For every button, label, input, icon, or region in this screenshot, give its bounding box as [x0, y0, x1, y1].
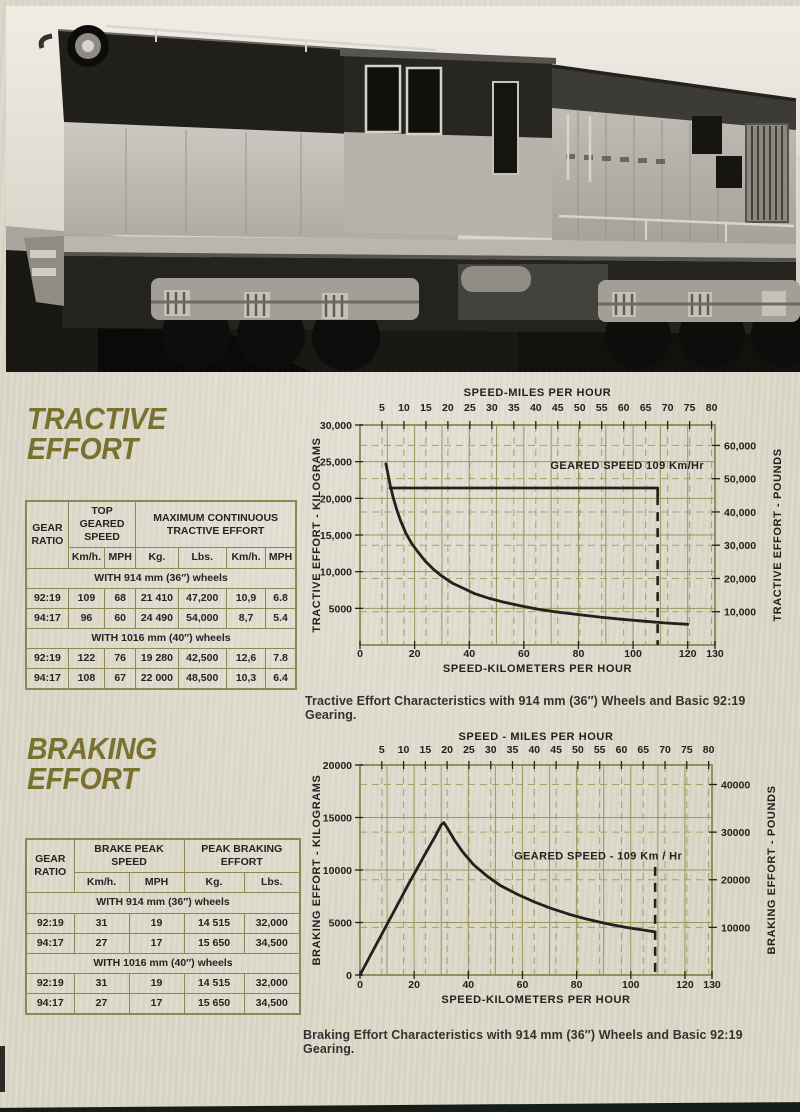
- mph-tick-label: 60: [615, 744, 628, 756]
- mph-tick-label: 60: [617, 402, 630, 414]
- table-cell: WITH 1016 mm (40″) wheels: [26, 628, 296, 648]
- table-cell: MPH: [105, 548, 136, 568]
- table-cell: 5.4: [266, 608, 296, 628]
- x-axis-title: SPEED-KILOMETERS PER HOUR: [442, 663, 633, 675]
- geared-speed-annotation: GEARED SPEED 109 Km/Hr: [550, 460, 705, 472]
- table-cell: 32,000: [244, 913, 300, 933]
- kg-tick-label: 25,000: [319, 456, 352, 469]
- heading-line: EFFORT: [27, 761, 138, 797]
- table-cell: 31: [74, 973, 129, 993]
- km-tick-label: 80: [570, 979, 583, 991]
- table-cell: Km/h.: [68, 548, 104, 568]
- km-tick-label: 40: [463, 648, 476, 660]
- table-row: [26, 913, 300, 933]
- table-cell: 96: [68, 608, 104, 628]
- table-row: [26, 649, 296, 669]
- mph-tick-label: 5: [378, 744, 385, 756]
- lb-tick-label: 10,000: [724, 606, 757, 619]
- top-axis-title: SPEED - MILES PER HOUR: [458, 731, 614, 743]
- table-cell: 22 000: [136, 669, 178, 690]
- locomotive-photo: [6, 6, 800, 372]
- lb-tick-label: 20,000: [724, 573, 757, 586]
- table-row: [26, 933, 300, 953]
- km-tick-label: 0: [357, 979, 363, 991]
- mph-tick-label: 45: [550, 744, 562, 756]
- heading-line: BRAKING: [27, 731, 157, 766]
- locomotive-illustration: [6, 6, 800, 372]
- air-reservoir: [461, 266, 531, 292]
- lb-tick-label: 40000: [721, 779, 751, 792]
- mph-tick-label: 35: [507, 402, 520, 414]
- table-cell: 67: [105, 669, 136, 690]
- next-page-edge: [0, 1101, 800, 1112]
- kg-tick-label: 15000: [322, 812, 352, 825]
- table-cell: MAXIMUM CONTINUOUS TRACTIVE EFFORT: [136, 501, 296, 548]
- table-band-row: [26, 953, 300, 973]
- table-cell: 17: [129, 994, 184, 1015]
- table-cell: 8,7: [226, 608, 265, 628]
- kg-tick-label: 20,000: [319, 493, 352, 506]
- table-cell: 32,000: [244, 973, 300, 993]
- table-row: [26, 669, 296, 690]
- table-cell: Km/h.: [226, 548, 265, 568]
- table-cell: 34,500: [244, 933, 300, 953]
- table-cell: 42,500: [178, 649, 226, 669]
- table-cell: 19 280: [136, 649, 178, 669]
- table-row: [26, 608, 296, 628]
- mph-tick-label: 10: [398, 402, 410, 414]
- km-tick-label: 20: [408, 648, 421, 660]
- cab-window: [407, 68, 441, 134]
- mph-tick-label: 65: [639, 402, 652, 414]
- table-cell: 24 490: [136, 608, 178, 628]
- table-cell: 6.8: [266, 588, 296, 608]
- lb-tick-label: 50,000: [724, 473, 757, 486]
- left-axis-title: TRACTIVE EFFORT - KILOGRAMS: [311, 437, 323, 633]
- lb-tick-label: 30,000: [724, 540, 757, 553]
- left-axis-title: BRAKING EFFORT - KILOGRAMS: [311, 774, 323, 966]
- table-cell: 10,9: [226, 588, 265, 608]
- geared-speed-annotation: GEARED SPEED - 109 Km / Hr: [514, 850, 683, 863]
- x-axis-title: SPEED-KILOMETERS PER HOUR: [441, 994, 631, 1006]
- table-cell: Km/h.: [74, 873, 129, 893]
- table-cell: BRAKE PEAK SPEED: [74, 839, 184, 873]
- table-cell: 109: [68, 588, 104, 608]
- right-axis-title: TRACTIVE EFFORT - POUNDS: [772, 448, 784, 622]
- kg-tick-label: 20000: [322, 760, 352, 772]
- table-cell: 6.4: [266, 669, 296, 690]
- mph-tick-label: 25: [464, 402, 476, 414]
- table-cell: GEAR RATIO: [26, 839, 74, 893]
- mph-tick-label: 20: [441, 744, 453, 756]
- table-cell: 94:17: [26, 669, 68, 690]
- tractive-chart-caption: Tractive Effort Characteristics with 914 mm (36″) Wheels and Basic 92:19 Gearing.: [305, 693, 746, 722]
- mph-tick-label: 50: [572, 744, 584, 756]
- mph-tick-label: 50: [573, 402, 586, 414]
- braking-chart-caption: Braking Effort Characteristics with 914 mm (36″) Wheels and Basic 92:19 Gearing.: [303, 1027, 743, 1056]
- table-cell: 92:19: [26, 588, 68, 608]
- km-tick-label: 130: [706, 648, 724, 660]
- top-axis-title: SPEED-MILES PER HOUR: [463, 387, 612, 399]
- km-tick-label: 120: [678, 648, 697, 660]
- kg-tick-label: 5000: [328, 917, 352, 930]
- table-cell: 94:17: [26, 994, 74, 1015]
- table-cell: 94:17: [26, 933, 74, 953]
- mph-tick-label: 45: [551, 402, 564, 414]
- kg-tick-label: 10000: [322, 865, 352, 877]
- km-tick-label: 100: [624, 648, 642, 660]
- mph-tick-label: 65: [637, 744, 650, 756]
- table-cell: 19: [129, 973, 184, 993]
- mph-tick-label: 5: [379, 402, 385, 414]
- table-cell: 92:19: [26, 973, 74, 993]
- table-header-row: [26, 501, 296, 548]
- mph-tick-label: 35: [506, 744, 519, 756]
- step-tread: [30, 250, 56, 258]
- table-cell: 76: [105, 649, 136, 669]
- table-cell: 92:19: [26, 913, 74, 933]
- table-cell: 27: [74, 933, 129, 953]
- table-cell: 17: [129, 933, 184, 953]
- hood-vent: [716, 156, 742, 188]
- km-tick-label: 100: [622, 979, 640, 991]
- mph-tick-label: 70: [661, 402, 674, 414]
- mph-tick-label: 55: [595, 402, 608, 414]
- lb-tick-label: 10000: [721, 922, 751, 935]
- table-cell: 34,500: [244, 994, 300, 1015]
- table-cell: MPH: [129, 873, 184, 893]
- km-tick-label: 120: [676, 979, 694, 991]
- table-cell: 122: [68, 649, 104, 669]
- table-band-row: [26, 568, 296, 588]
- radiator-grille: [746, 124, 788, 222]
- table-cell: TOP GEARED SPEED: [68, 501, 135, 548]
- mph-tick-label: 15: [420, 402, 432, 414]
- lb-tick-label: 40,000: [724, 506, 757, 519]
- heading-line: EFFORT: [27, 431, 138, 467]
- table-cell: 31: [74, 913, 129, 933]
- step-tread: [32, 268, 56, 276]
- mph-tick-label: 10: [397, 744, 410, 756]
- lb-tick-label: 20000: [721, 874, 751, 887]
- lb-tick-label: 30000: [721, 827, 751, 840]
- mph-tick-label: 30: [484, 744, 497, 756]
- table-cell: 94:17: [26, 608, 68, 628]
- table-header-row: [26, 839, 300, 873]
- table-cell: 60: [105, 608, 136, 628]
- km-tick-label: 80: [572, 648, 585, 660]
- mph-tick-label: 55: [593, 744, 606, 756]
- table-cell: 15 650: [184, 933, 244, 953]
- right-axis-title: BRAKING EFFORT - POUNDS: [766, 785, 778, 955]
- table-cell: 27: [74, 994, 129, 1015]
- mph-tick-label: 20: [442, 402, 454, 414]
- lb-tick-label: 60,000: [724, 440, 757, 453]
- table-row: [26, 588, 296, 608]
- table-cell: 14 515: [184, 973, 244, 993]
- rear-bogie: [598, 280, 800, 369]
- table-cell: 21 410: [136, 588, 178, 608]
- mph-tick-label: 80: [705, 402, 718, 414]
- braking-effort-table: [25, 838, 301, 1015]
- table-band-row: [26, 628, 296, 648]
- km-tick-label: 0: [357, 648, 363, 660]
- table-cell: MPH: [266, 548, 296, 568]
- km-tick-label: 60: [518, 648, 530, 660]
- table-cell: 12,6: [226, 649, 265, 669]
- tractive-effort-chart: [300, 380, 800, 692]
- table-row: [26, 973, 300, 993]
- cab-door-window: [493, 82, 518, 174]
- hood-vent: [692, 116, 722, 154]
- table-cell: Lbs.: [178, 548, 226, 568]
- mph-tick-label: 75: [680, 744, 693, 756]
- table-cell: 7.8: [266, 649, 296, 669]
- table-cell: WITH 914 mm (36″) wheels: [26, 893, 300, 913]
- page-edge-notch: [0, 1046, 5, 1092]
- table-cell: 19: [129, 913, 184, 933]
- braking-effort-heading: [27, 731, 157, 797]
- mph-tick-label: 70: [659, 744, 671, 756]
- table-cell: Kg.: [136, 548, 178, 568]
- table-cell: 54,000: [178, 608, 226, 628]
- table-cell: WITH 914 mm (36″) wheels: [26, 568, 296, 588]
- table-cell: 47,200: [178, 588, 226, 608]
- km-tick-label: 40: [462, 979, 475, 991]
- table-cell: WITH 1016 mm (40″) wheels: [26, 953, 300, 973]
- table-cell: PEAK BRAKING EFFORT: [184, 839, 300, 873]
- heading-line: TRACTIVE: [27, 401, 166, 436]
- table-cell: Lbs.: [244, 873, 300, 893]
- table-cell: 15 650: [184, 994, 244, 1015]
- table-band-row: [26, 893, 300, 913]
- braking-effort-curve: [360, 823, 655, 975]
- table-cell: 108: [68, 669, 104, 690]
- table-cell: GEAR RATIO: [26, 501, 68, 568]
- mph-tick-label: 25: [463, 744, 475, 756]
- kg-tick-label: 30,000: [319, 420, 352, 432]
- mph-tick-label: 80: [702, 744, 715, 756]
- tractive-effort-table: [25, 500, 297, 690]
- table-cell: 14 515: [184, 913, 244, 933]
- table-cell: 92:19: [26, 649, 68, 669]
- table-cell: 10,3: [226, 669, 265, 690]
- kg-tick-label: 0: [346, 970, 352, 982]
- kg-tick-label: 10,000: [319, 566, 352, 579]
- headlight-lens: [82, 40, 94, 52]
- table-cell: Kg.: [184, 873, 244, 893]
- table-row: [26, 994, 300, 1015]
- cab-window: [366, 66, 400, 132]
- km-tick-label: 130: [703, 979, 721, 991]
- km-tick-label: 20: [408, 979, 420, 991]
- mph-tick-label: 30: [485, 402, 498, 414]
- table-cell: 68: [105, 588, 136, 608]
- tractive-effort-heading: [27, 401, 166, 467]
- table-cell: 48,500: [178, 669, 226, 690]
- kg-tick-label: 15,000: [319, 530, 352, 542]
- mph-tick-label: 40: [528, 744, 541, 756]
- mph-tick-label: 15: [419, 744, 432, 756]
- km-tick-label: 60: [516, 979, 529, 991]
- kg-tick-label: 5000: [328, 603, 352, 616]
- braking-effort-chart: [300, 726, 800, 1016]
- mph-tick-label: 75: [683, 402, 696, 414]
- mph-tick-label: 40: [529, 402, 542, 414]
